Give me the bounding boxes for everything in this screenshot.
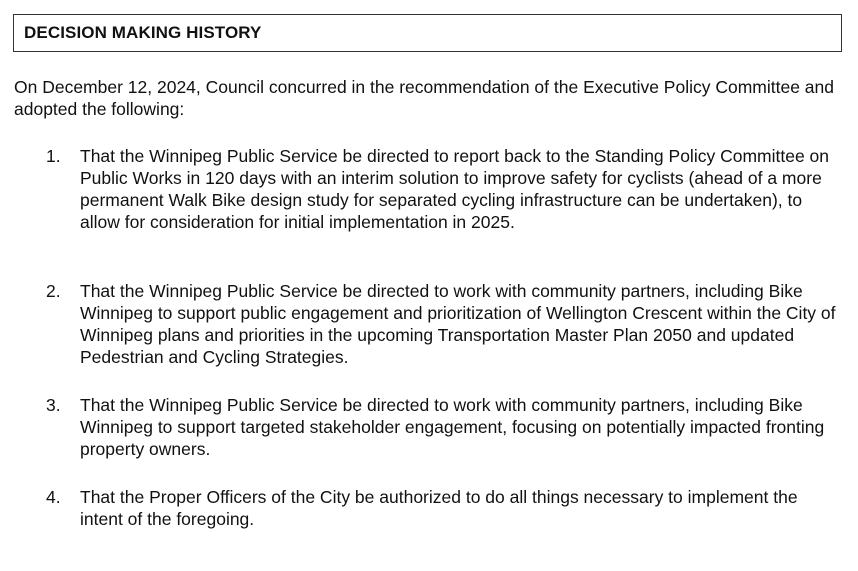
list-item-number: 4. bbox=[46, 487, 61, 507]
list-item-text: That the Winnipeg Public Service be directed to work with community partners, including Bike Winnipeg to support public engagement and prioritization of Wellington Crescent within the City of Winnipeg plans and priorities in the upcoming Transportation Master Plan 2050 and updated Pedestrian and Cycling Strategies. bbox=[80, 281, 836, 367]
list-item-number: 1. bbox=[46, 146, 61, 166]
section-header-box bbox=[13, 14, 842, 52]
list-item-number: 3. bbox=[46, 395, 61, 415]
list-item-text: That the Winnipeg Public Service be directed to work with community partners, including Bike Winnipeg to support targeted stakeholder engagement, focusing on potentially impacted fronting property owners. bbox=[80, 395, 825, 459]
intro-paragraph: On December 12, 2024, Council concurred in the recommendation of the Executive Policy Committee and adopted the following: bbox=[14, 77, 835, 119]
list-item-number: 2. bbox=[46, 281, 61, 301]
list-item-text: That the Proper Officers of the City be authorized to do all things necessary to implement the intent of the foregoing. bbox=[80, 487, 798, 529]
section-title: DECISION MAKING HISTORY bbox=[24, 23, 262, 42]
list-item-text: That the Winnipeg Public Service be directed to report back to the Standing Policy Committee on Public Works in 120 days with an interim solution to improve safety for cyclists (ahead of a more permanent Walk Bike design study for separated cycling infrastructure can be undertaken), to allow for consideration for initial implementation in 2025. bbox=[80, 146, 830, 232]
